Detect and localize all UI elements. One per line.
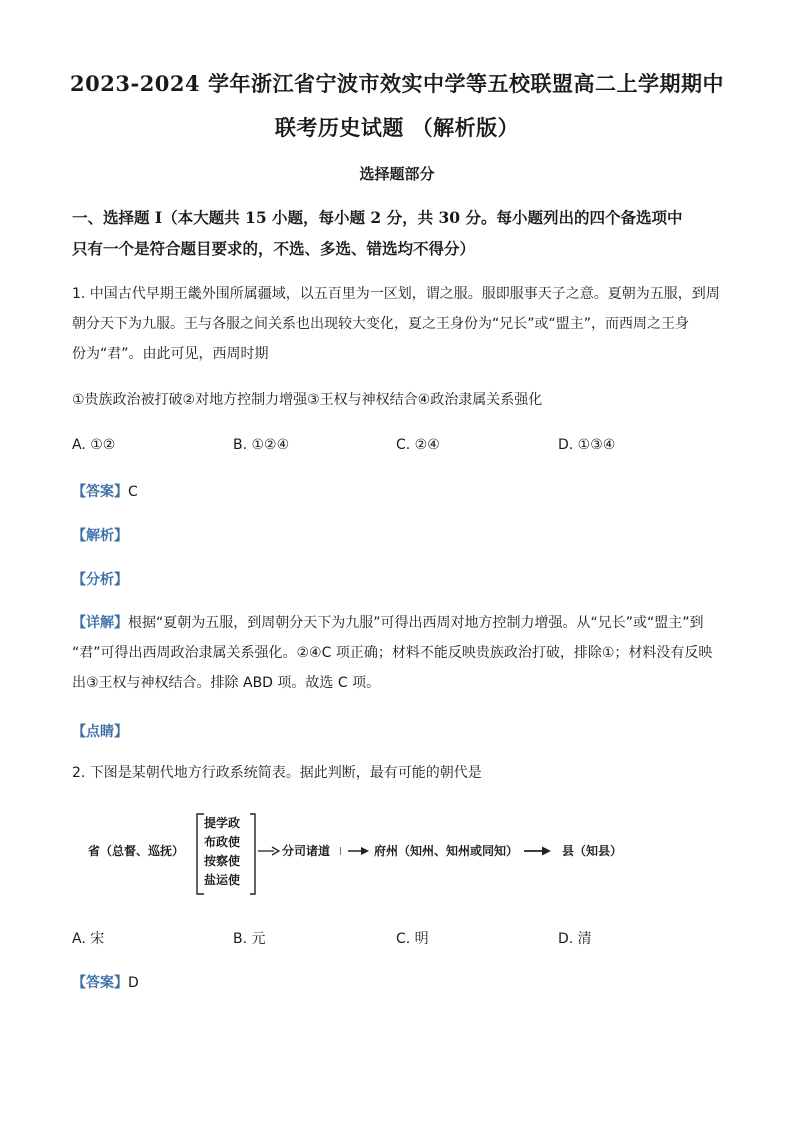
q1-option-b: B. ①②④ — [233, 437, 290, 453]
q2-option-a: A. 宋 — [72, 931, 105, 947]
q1-stem-line2: 朝分天下为九服。王与各服之间关系也出现较大变化，夏之王身份为“兄长”或“盟主”，而西周之王身 — [72, 316, 690, 332]
q2-stem: 2. 下图是某朝代地方行政系统简表。据此判断，最有可能的朝代是 — [72, 765, 482, 781]
q1-detail-line3: 出③王权与神权结合。排除 ABD 项。故选 C 项。 — [72, 675, 381, 691]
diagram-province: 省（总督、巡抚） — [88, 844, 185, 858]
q1-stem-line3: 份为“君”。由此可见，西周时期 — [72, 346, 269, 362]
section-label: 选择题部分 — [359, 165, 435, 183]
q1-detail-line1: 根据“夏朝为五服，到周朝分天下为九服”可得出西周对地方控制力增强。从“兄长”或“盟主”到 — [128, 615, 704, 631]
part1-heading-line1: 一、选择题 I（本大题共 15 小题，每小题 2 分，共 30 分。每小题列出的四个备选项中 — [72, 208, 683, 227]
q2-option-d: D. 清 — [558, 931, 592, 947]
q1-dianjing — [72, 721, 128, 741]
q1-answer-value: C — [128, 484, 138, 500]
diagram-circuit: 分司诸道 — [282, 844, 331, 858]
q1-detail-tag: 【详解】 — [72, 615, 128, 631]
q1-option-a: A. ①② — [72, 437, 116, 453]
q1-stem — [72, 279, 722, 369]
q2-answer-value: D — [128, 975, 139, 991]
q1-option-d: D. ①③④ — [558, 437, 616, 453]
q1-statements: ①贵族政治被打破②对地方控制力增强③王权与神权结合④政治隶属关系强化 — [72, 392, 543, 408]
q2-option-b: B. 元 — [233, 931, 266, 947]
admin-system-diagram — [88, 810, 648, 902]
q2-answer — [72, 972, 139, 992]
q1-answer-tag: 【答案】 — [72, 484, 128, 500]
arrow-icon — [524, 846, 552, 856]
arrow-icon — [340, 846, 370, 856]
q1-detail — [72, 608, 722, 698]
q2-answer-tag: 【答案】 — [72, 975, 128, 991]
diagram-officer-4: 盐运使 — [204, 873, 241, 887]
diagram-officer-1: 提学政 — [204, 816, 241, 830]
diagram-county: 县（知县） — [562, 844, 623, 858]
arrow-icon — [258, 846, 280, 856]
diagram-officer-3: 按察使 — [204, 854, 241, 868]
q1-analysis — [72, 525, 128, 545]
part1-heading — [72, 202, 722, 264]
document-title-line2: 联考历史试题 （解析版） — [274, 115, 520, 140]
document-title-line1: 2023-2024 学年浙江省宁波市效实中学等五校联盟高二上学期期中 — [70, 71, 724, 96]
q1-fenxi-tag: 【分析】 — [72, 572, 128, 588]
q1-analysis-tag: 【解析】 — [72, 528, 128, 544]
q1-dianjing-tag: 【点睛】 — [72, 724, 128, 740]
q1-fenxi — [72, 569, 128, 589]
diagram-prefecture: 府州（知州、知州或同知） — [374, 844, 519, 858]
q1-answer — [72, 481, 138, 501]
diagram-officer-2: 布政使 — [204, 835, 241, 849]
q1-stem-line1: 1. 中国古代早期王畿外围所属疆域，以五百里为一区划，谓之服。服即服事天子之意。夏朝为五服，到周 — [72, 286, 720, 302]
q2-option-c: C. 明 — [396, 931, 429, 947]
q1-option-c: C. ②④ — [396, 437, 440, 453]
q1-detail-line2: “君”可得出西周政治隶属关系强化。②④C 项正确；材料不能反映贵族政治打破，排除①；材料没有反映 — [72, 645, 713, 661]
part1-heading-line2: 只有一个是符合题目要求的，不选、多选、错选均不得分） — [72, 239, 476, 258]
